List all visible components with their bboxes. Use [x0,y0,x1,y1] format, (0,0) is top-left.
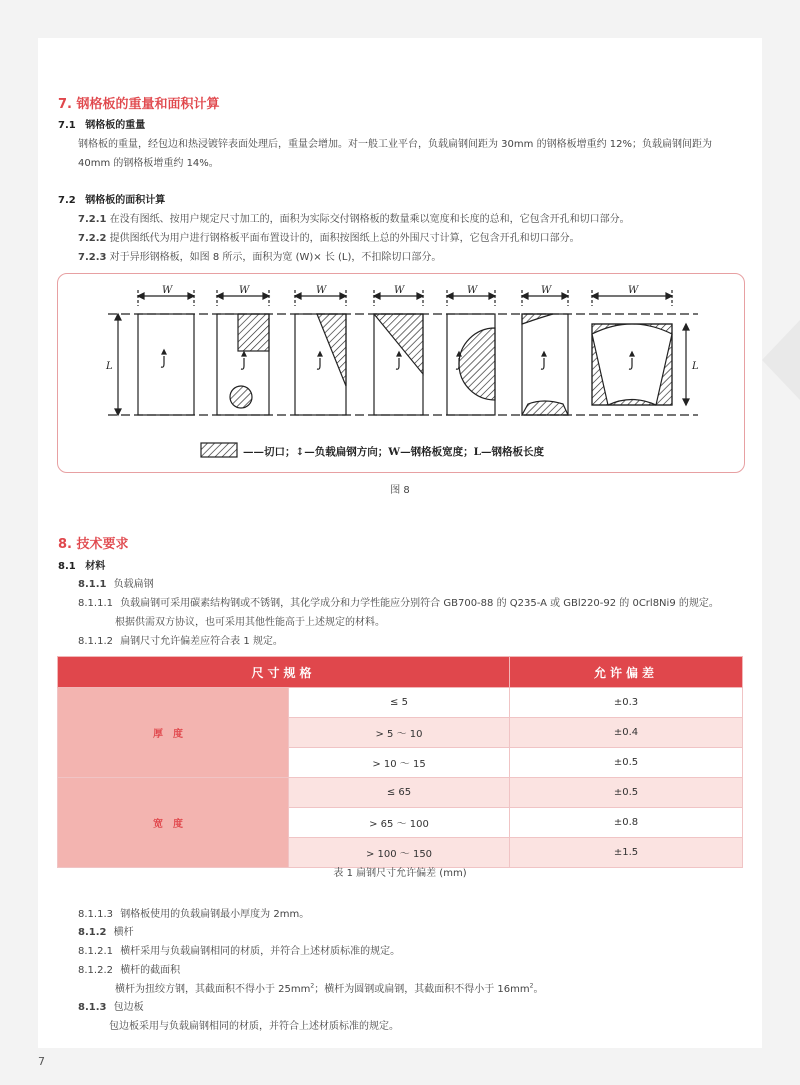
paragraph-line [78,942,400,957]
section-title: 包边板 [113,1002,144,1013]
tolerance-cell: ±0.4 [510,718,743,748]
category-cell: 厚度 [58,688,289,778]
table-caption: 表 1 扁钢尺寸允许偏差 (mm) [333,868,467,879]
tolerance-cell: ±1.5 [510,838,743,868]
range-cell: > 10 ～ 15 [289,748,510,778]
text-part: 。 [533,984,544,995]
item-number: 7.2.1 [78,214,107,225]
item-number: 7.2.2 [78,233,107,244]
item-text: 钢格板使用的负载扁钢最小厚度为 2mm。 [120,909,310,920]
item-number: 8.1.1.3 [78,909,113,920]
range-cell: > 65 ～ 100 [289,808,510,838]
paragraph-line [78,594,719,609]
tolerance-table [57,656,743,868]
table-row [58,778,743,808]
l-label: L [106,361,113,372]
w-label: W [628,285,639,296]
w-label: W [162,285,173,296]
table-header-row [58,657,743,688]
table-row [58,688,743,718]
header-tolerance: 允许偏差 [510,657,743,688]
list-item [78,229,580,244]
superscript: 2 [310,982,315,990]
tolerance-cell: ±0.8 [510,808,743,838]
w-label: W [467,285,478,296]
item-number: 8.1.1.1 [78,598,113,609]
figure-legend: ——切口；↕—负载扁钢方向；W—钢格板宽度；L—钢格板长度 [243,446,544,458]
item-text: 横杆采用与负载扁钢相同的材质，并符合上述材质标准的规定。 [120,946,401,957]
tolerance-cell: ±0.5 [510,748,743,778]
section-title: 横杆 [113,927,134,938]
paragraph-line [78,905,309,920]
text-part: 横杆为扭绞方钢，其截面积不得小于 25mm [115,984,311,995]
tolerance-cell: ±0.5 [510,778,743,808]
page-corner-decoration [762,300,800,420]
section-title: 负载扁钢 [113,579,154,590]
w-label: W [239,285,250,296]
item-number: 8.1.1.2 [78,636,113,647]
section-number: 8.1.2 [78,927,107,938]
paragraph-line [115,980,543,995]
section-7-title: 7. 钢格板的重量和面积计算 [58,97,220,112]
list-item [78,248,441,263]
page-number: 7 [38,1055,45,1068]
l-label: L [692,361,699,372]
section-8-1-1-heading [78,575,154,590]
item-number: 8.1.2.1 [78,946,113,957]
category-cell: 宽度 [58,778,289,868]
range-cell: ≤ 65 [289,778,510,808]
section-8-1-2-heading [78,923,134,938]
paragraph-line: 钢格板的重量，经包边和热浸镀锌表面处理后，重量会增加。对一般工业平台，负载扁钢间距为 30mm 的钢格板增重约 12%；负载扁钢间距为 [78,139,712,150]
section-8-1-3-heading [78,998,144,1013]
item-text: 在没有图纸、按用户规定尺寸加工的，面积为实际交付钢格板的数量乘以宽度和长度的总和，它包含开孔和切口部分。 [109,214,630,225]
header-spec: 尺寸规格 [58,657,510,688]
paragraph-line: 包边板采用与负载扁钢相同的材质，并符合上述材质标准的规定。 [109,1021,399,1032]
section-title: 钢格板的重量 [85,120,146,131]
item-text: 提供图纸代为用户进行钢格板平面布置设计的，面积按图纸上总的外围尺寸计算，它包含开孔和切口部分。 [109,233,580,244]
figure-8-box [57,273,745,473]
paragraph-line [78,961,180,976]
paragraph-line [78,632,283,647]
section-title: 材料 [85,561,106,572]
section-number: 7.2 [58,195,76,206]
superscript: 2 [529,982,534,990]
w-label: W [394,285,405,296]
section-7-2-heading [58,191,165,206]
text-part: ；横杆为圆钢或扁钢，其截面积不得小于 16mm [314,984,530,995]
page-sheet [38,38,762,1048]
paragraph-line: 根据供需双方协议，也可采用其他性能高于上述规定的材料。 [115,617,385,628]
tolerance-cell: ±0.3 [510,688,743,718]
paragraph-line: 40mm 的钢格板增重约 14%。 [78,158,219,169]
item-text: 负载扁钢可采用碳素结构钢或不锈钢，其化学成分和力学性能应分别符合 GB700-88 的 Q235-A 或 GBl220-92 的 0Crl8Ni9 的规定。 [120,598,719,609]
range-cell: > 100 ～ 150 [289,838,510,868]
section-title: 钢格板的面积计算 [85,195,166,206]
w-label: W [541,285,552,296]
section-number: 7.1 [58,120,76,131]
range-cell: > 5 ～ 10 [289,718,510,748]
section-8-1-heading [58,557,105,572]
item-number: 8.1.2.2 [78,965,113,976]
w-label: W [316,285,327,296]
figure-caption: 图 8 [390,485,410,496]
section-number: 8.1 [58,561,76,572]
section-8-title: 8. 技术要求 [58,537,129,552]
section-number: 8.1.3 [78,1002,107,1013]
section-number: 8.1.1 [78,579,107,590]
item-text: 横杆的截面积 [120,965,181,976]
figure-8-diagram [58,274,744,472]
list-item [78,210,630,225]
w-dimension-lines [138,290,672,306]
item-number: 7.2.3 [78,252,107,263]
range-cell: ≤ 5 [289,688,510,718]
direction-arrow-icons [161,350,634,369]
section-7-1-heading [58,116,145,131]
item-text: 对于异形钢格板，如图 8 所示，面积为宽 (W)× 长 (L)，不扣除切口部分。 [109,252,442,263]
item-text: 扁钢尺寸允许偏差应符合表 1 规定。 [120,636,283,647]
